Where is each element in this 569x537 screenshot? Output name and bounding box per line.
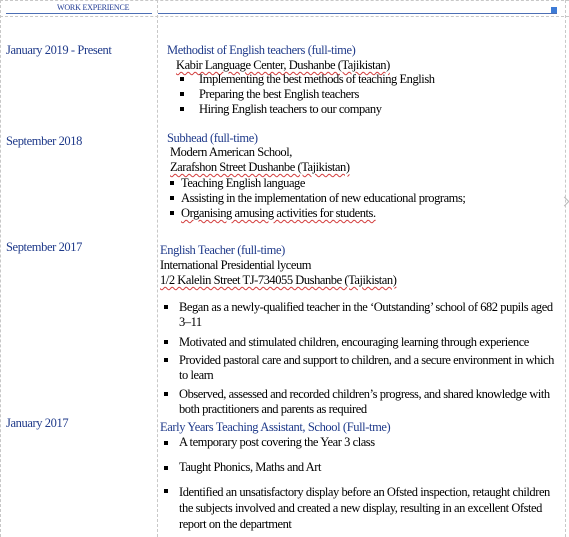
bullet-icon (164, 358, 168, 362)
job-bullet: A temporary post covering the Year 3 class (179, 435, 375, 449)
job-bullet: Taught Phonics, Maths and Art (179, 460, 321, 474)
bullet-icon (164, 305, 168, 309)
bullet-text: Organising amusing activities for students. (181, 206, 376, 220)
job-bullet: Began as a newly-qualified teacher in the ‘Outstanding’ school of 682 pupils aged 3–11 (179, 300, 553, 329)
job-date: September 2017 (6, 240, 82, 254)
job-title: Early Years Teaching Assistant, School (Full-tme) (160, 420, 391, 434)
org-line: Zarafshon Street Dushanbe (Tajikistan) (170, 160, 350, 174)
job-bullet: Observed, assessed and recorded children’s progress, and shared knowledge with both practitioners and parents as required (179, 387, 550, 416)
job-bullet: Identified an unsatisfactory display before an Ofsted inspection, retaught children the subjects involved and created a new display, resulting in an excellent Ofsted report on the department (179, 485, 550, 531)
table-resize-handle[interactable] (551, 7, 557, 13)
bullet-icon (180, 77, 184, 81)
job-date: January 2017 (6, 416, 69, 430)
job-bullet: Teaching English language (181, 176, 305, 190)
job-title: Subhead (full-time) (167, 131, 258, 145)
bullet-icon (164, 392, 168, 396)
bullet-icon (170, 211, 174, 215)
bullet-icon (164, 340, 168, 344)
job-date: January 2019 - Present (6, 43, 112, 57)
job-bullet: Implementing the best methods of teaching English (199, 72, 435, 86)
job-organization (160, 273, 396, 288)
bullet-icon (164, 489, 168, 493)
table-guide (565, 0, 566, 537)
job-bullet: Provided pastoral care and support to children, and a secure environment in which to learn (179, 353, 554, 382)
header-rule (6, 13, 152, 14)
job-organization (176, 58, 390, 73)
job-organization: Modern American School, (170, 145, 292, 159)
bullet-icon (164, 466, 168, 470)
chevron-right-icon (560, 197, 569, 207)
section-header: WORK EXPERIENCE (57, 3, 130, 12)
job-title: Methodist of English teachers (full-time) (167, 43, 356, 57)
job-date: September 2018 (6, 134, 82, 148)
header-rule (158, 13, 557, 14)
job-bullet: Motivated and stimulated children, encouraging learning through experience (179, 335, 529, 349)
org-line: 1/2 Kalelin Street TJ-734055 Dushanbe (Tajikistan) (160, 273, 397, 287)
table-guide (0, 0, 1, 537)
job-organization: International Presidential lyceum (160, 258, 312, 272)
job-bullet (181, 206, 376, 221)
job-bullet: Hiring English teachers to our company (199, 102, 382, 116)
table-guide (0, 16, 569, 17)
bullet-icon (180, 92, 184, 96)
bullet-icon (180, 107, 184, 111)
job-title: English Teacher (full-time) (160, 243, 285, 257)
org-line: Kabir Language Center, Dushanbe (Tajikistan) (176, 58, 390, 72)
bullet-icon (170, 196, 174, 200)
section-header-cell (0, 0, 157, 14)
job-bullet: Assisting in the implementation of new educational programs; (181, 191, 466, 205)
bullet-icon (170, 181, 174, 185)
table-guide (157, 0, 158, 537)
job-bullet: Preparing the best English teachers (199, 87, 359, 101)
job-organization (170, 160, 350, 175)
bullet-icon (164, 441, 168, 445)
